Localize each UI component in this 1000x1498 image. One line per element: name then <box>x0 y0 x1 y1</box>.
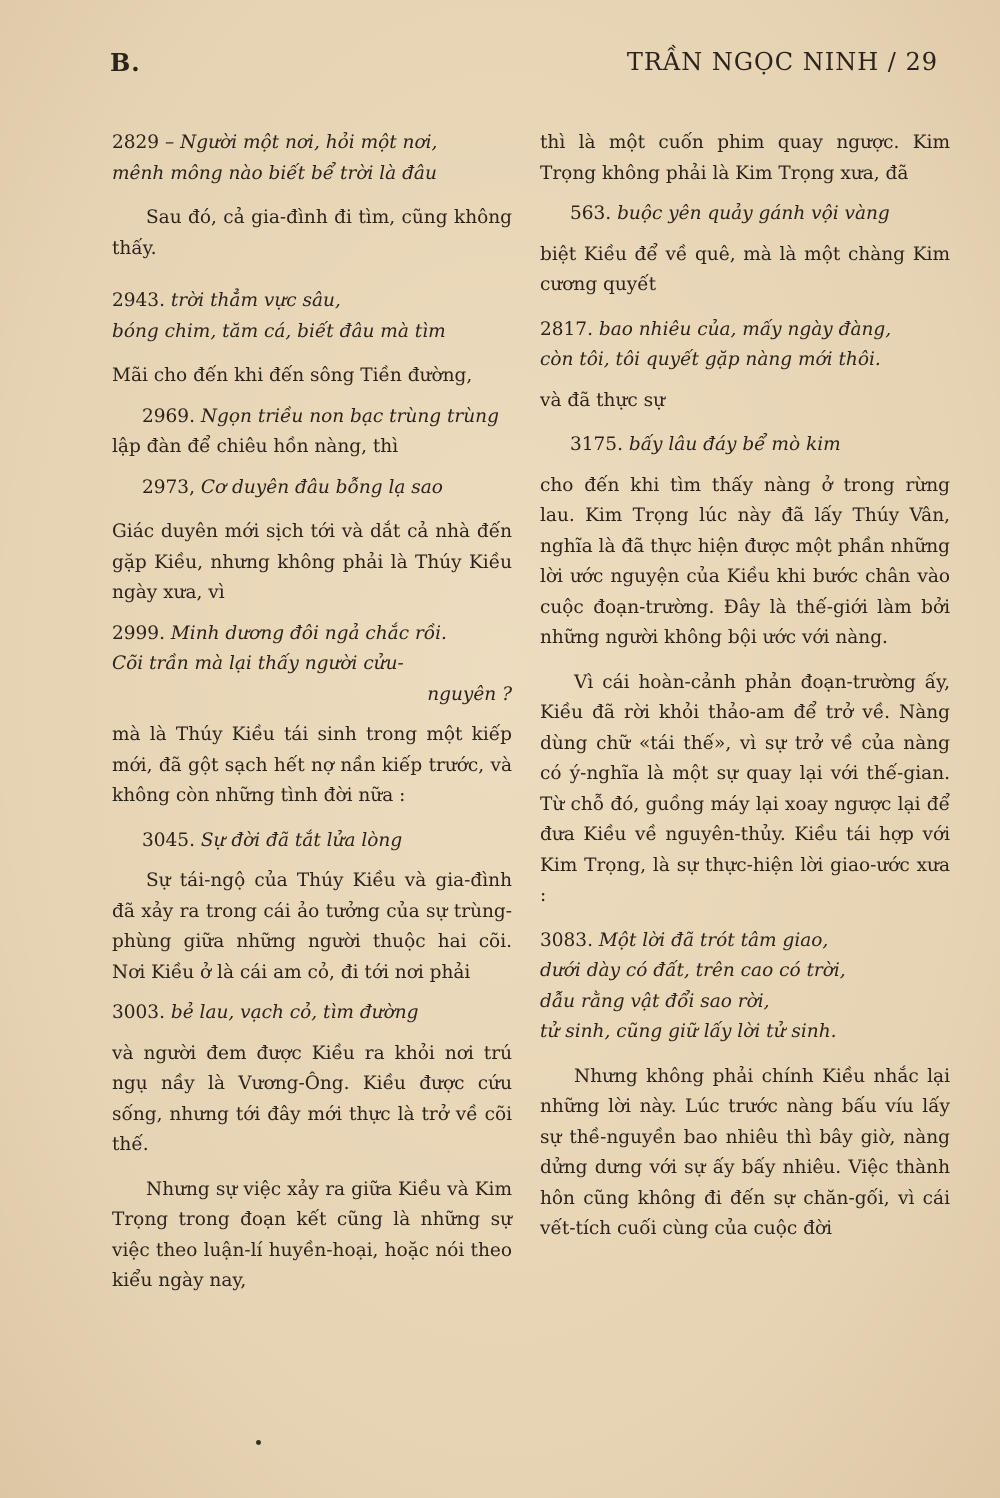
verse-line: Cõi trần mà lại thấy người cửu- <box>112 653 404 674</box>
paragraph: Sau đó, cả gia-đình đi tìm, cũng không thấy. <box>112 207 512 259</box>
paragraph: và người đem được Kiều ra khỏi nơi trú ngụ nầy là Vương-Ông. Kiều được cứu sống, nhưng tới đây mới thực là trở về cõi thế. <box>112 1042 512 1155</box>
verse-line: Ngọn triều non bạc trùng trùng <box>200 405 499 427</box>
verse-2999 <box>112 619 512 711</box>
verse-number: 2943. <box>112 290 165 311</box>
verse-2969 <box>112 402 512 433</box>
paragraph: lập đàn để chiêu hồn nàng, thì <box>112 436 399 457</box>
verse-line: Người một nơi, hỏi một nơi, <box>180 132 438 153</box>
verse-line: dưới dày có đất, trên cao có trời, <box>540 960 846 981</box>
verse-line: buộc yên quảy gánh vội vàng <box>617 203 890 224</box>
header-section-mark: B. <box>110 48 141 77</box>
right-column <box>540 128 950 1245</box>
verse-number: 563. <box>570 203 612 224</box>
verse-line: nguyên ? <box>427 683 512 705</box>
verse-3083 <box>540 926 950 1048</box>
verse-2943 <box>112 286 512 347</box>
verse-number: 2817. <box>540 318 593 340</box>
verse-3045 <box>112 826 512 857</box>
header-author-page: TRẦN NGỌC NINH / 29 <box>626 48 938 76</box>
verse-line: Minh dương đôi ngả chắc rồi. <box>170 622 447 644</box>
paragraph: Nhưng sự việc xảy ra giữa Kiều và Kim Trọng trong đoạn kết cũng là những sự việc theo luận-lí huyền-hoại, hoặc nói theo kiểu ngày nay, <box>112 1178 512 1291</box>
verse-line: mênh mông nào biết bể trời là đâu <box>112 162 437 184</box>
verse-number: 2829 – <box>112 132 175 153</box>
verse-2829 <box>112 128 512 189</box>
verse-number: 3083. <box>540 929 593 951</box>
verse-line: tử sinh, cũng giữ lấy lời tử sinh. <box>540 1021 837 1042</box>
verse-number: 3045. <box>142 829 195 851</box>
verse-line: trời thẳm vực sâu, <box>170 290 341 311</box>
paragraph: cho đến khi tìm thấy nàng ở trong rừng lau. Kim Trọng lúc này đã lấy Thúy Vân, nghĩa là đã thực hiện được một phần những lời ước nguyện của Kiều khi bước chân vào cuộc đoạn-trường. Đây là thế-giới làm bởi những người không bội ước với nàng. <box>540 474 950 648</box>
verse-number: 2999. <box>112 622 165 644</box>
paragraph: Vì cái hoàn-cảnh phản đoạn-trường ấy, Kiều đã rời khỏi thảo-am để trở về. Nàng dùng chữ «tái thế», vì sự trở về của nàng có ý-nghĩa là một sự quay lại với thế-gian. Từ chỗ đó, guồng máy lại xoay ngược lại để đưa Kiều về nguyên-thủy. Kiều tái hợp với Kim Trọng, là sự thực-hiện lời giao-ước xưa : <box>540 671 950 906</box>
verse-3175 <box>540 430 950 461</box>
paragraph: và đã thực sự <box>540 389 666 411</box>
verse-line: bao nhiêu của, mấy ngày đàng, <box>598 318 892 340</box>
verse-number: 2973, <box>142 476 195 498</box>
paragraph: Giác duyên mới sịch tới và dắt cả nhà đến gặp Kiều, nhưng không phải là Thúy Kiều ngày xưa, vì <box>112 521 512 603</box>
verse-number: 3003. <box>112 1002 165 1023</box>
verse-2817 <box>540 315 950 376</box>
verse-line: còn tôi, tôi quyết gặp nàng mới thôi. <box>540 349 881 370</box>
verse-line: Một lời đã trót tâm giao, <box>598 929 829 951</box>
verse-3003 <box>112 998 512 1029</box>
paragraph: biệt Kiều để về quê, mà là một chàng Kim cương quyết <box>540 243 950 295</box>
left-column <box>112 128 512 1297</box>
paragraph: Nhưng không phải chính Kiều nhắc lại những lời này. Lúc trước nàng bấu víu lấy sự thề-nguyền bao nhiêu thì bây giờ, nàng dửng dưng với sự ấy bấy nhiêu. Việc thành hôn cũng không đi đến sự chăn-gối, vì cái vết-tích cuối cùng của cuộc đời <box>540 1065 950 1239</box>
verse-2973 <box>112 473 512 504</box>
paragraph: thì là một cuốn phim quay ngược. Kim Trọng không phải là Kim Trọng xưa, đã <box>540 132 950 184</box>
paper-speck <box>256 1440 261 1445</box>
verse-number: 2969. <box>142 405 195 427</box>
verse-line: bóng chim, tăm cá, biết đâu mà tìm <box>112 320 446 342</box>
paragraph: Sự tái-ngộ của Thúy Kiều và gia-đình đã xảy ra trong cái ảo tưởng của sự trùng-phùng giữa những người thuộc hai cõi. Nơi Kiều ở là cái am cỏ, đi tới nơi phải <box>112 870 512 983</box>
verse-line: bấy lâu đáy bể mò kim <box>628 434 841 455</box>
verse-563 <box>540 199 950 230</box>
paragraph: mà là Thúy Kiều tái sinh trong một kiếp mới, đã gột sạch hết nợ nần kiếp trước, và không còn những tình đời nữa : <box>112 724 512 806</box>
verse-number: 3175. <box>570 434 623 455</box>
verse-line: bẻ lau, vạch cỏ, tìm đường <box>170 1002 419 1023</box>
paragraph: Mãi cho đến khi đến sông Tiền đường, <box>112 365 473 386</box>
verse-line: dẫu rằng vật đổi sao rời, <box>540 990 770 1012</box>
verse-line: Sự đời đã tắt lửa lòng <box>200 829 403 851</box>
running-header <box>0 48 1000 88</box>
verse-line: Cơ duyên đâu bỗng lạ sao <box>200 476 443 498</box>
